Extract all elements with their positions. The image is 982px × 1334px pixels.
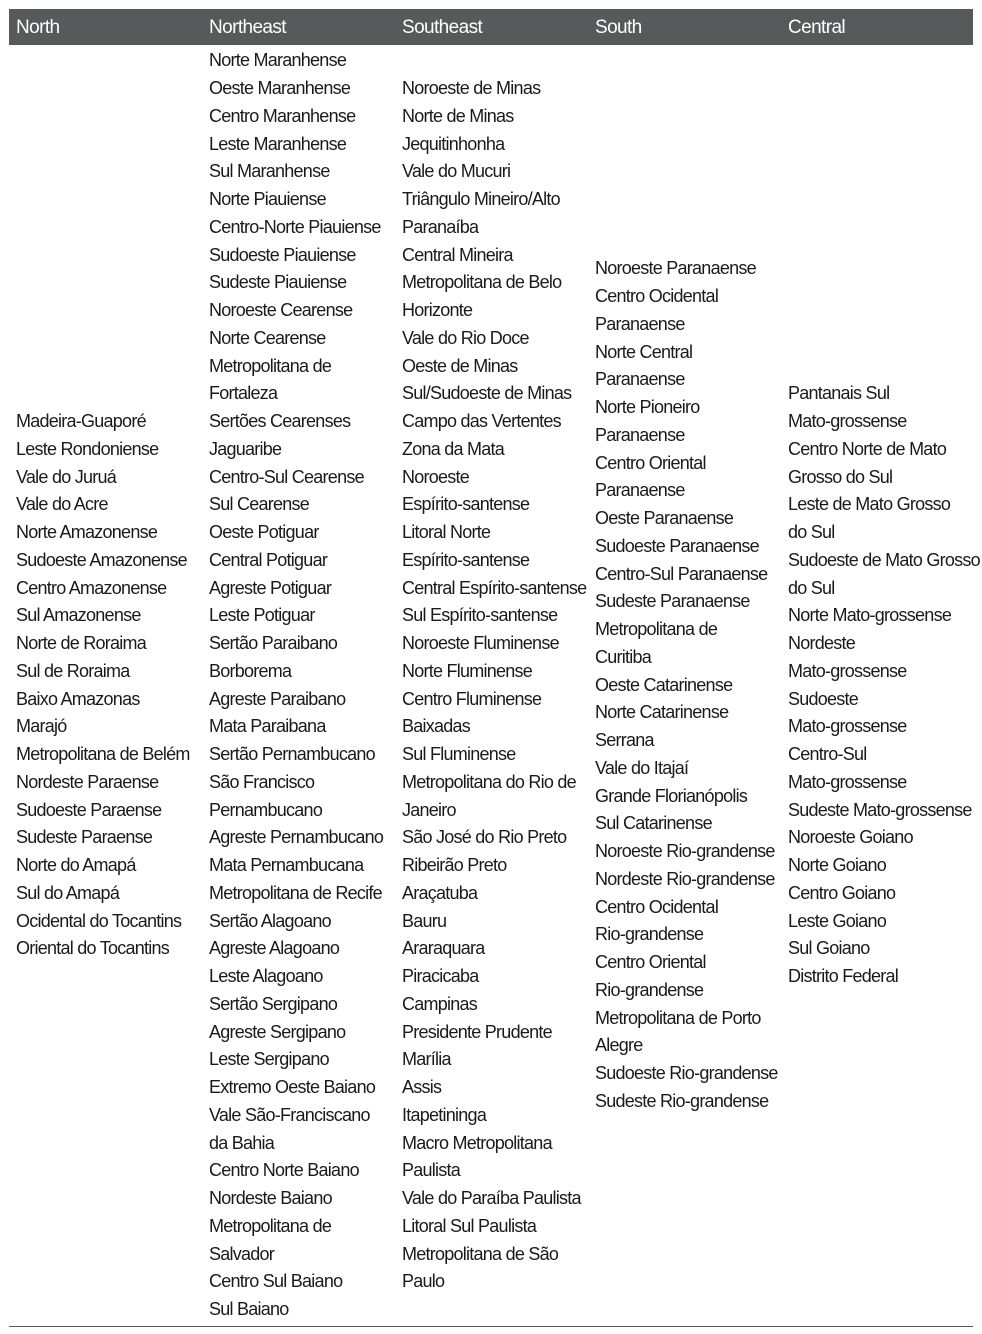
region-item: Jaguaribe: [209, 438, 282, 459]
region-item: Metropolitana do Rio de: [402, 771, 576, 792]
region-item: Mato-grossense: [788, 660, 907, 681]
region-item: Sudoeste Paranaense: [595, 535, 759, 556]
region-item: Baixadas: [402, 716, 471, 737]
region-item: Alegre: [595, 1035, 643, 1056]
region-item: Noroeste Cearense: [209, 300, 353, 320]
header-northeast: Northeast: [209, 17, 286, 38]
region-item: Leste Potiguar: [209, 605, 315, 626]
region-item: Norte Piauiense: [209, 189, 326, 209]
region-item: Sudoeste Amazonense: [16, 549, 187, 570]
region-item: Centro Norte Baiano: [209, 1160, 359, 1181]
region-item: Centro Oriental: [595, 452, 706, 473]
region-item: Extremo Oeste Baiano: [209, 1077, 376, 1097]
region-item: Sul Catarinense: [595, 813, 712, 834]
region-item: Centro Sul Baiano: [209, 1271, 343, 1292]
region-item: Paranaense: [595, 369, 685, 390]
region-item: Nordeste Paraense: [16, 771, 159, 792]
region-item: Vale do Juruá: [16, 466, 116, 487]
region-item: São Francisco: [209, 771, 315, 792]
region-item: Grande Florianópolis: [595, 785, 748, 806]
region-item: Sudoeste Piauiense: [209, 244, 356, 265]
region-item: Vale do Rio Doce: [402, 327, 529, 348]
region-item: Norte Catarinense: [595, 702, 729, 723]
header-north: North: [16, 17, 60, 38]
region-item: Noroeste: [402, 466, 470, 487]
region-item: Serrana: [595, 730, 654, 751]
region-item: Jequitinhonha: [402, 133, 505, 154]
region-item: Sertão Alagoano: [209, 910, 331, 931]
region-item: Piracicaba: [402, 966, 479, 986]
region-item: Pernambucano: [209, 799, 323, 820]
column-northeast: [209, 45, 395, 1326]
region-item: Norte do Amapá: [16, 855, 136, 875]
region-item: Centro-Norte Piauiense: [209, 216, 381, 237]
column-south: [595, 45, 781, 1326]
header-central: Central: [788, 17, 846, 38]
region-item: Centro Oriental: [595, 952, 706, 973]
region-item: Sudeste Paranaense: [595, 591, 750, 612]
region-item: Centro Fluminense: [402, 688, 542, 709]
region-item: Central Potiguar: [209, 549, 328, 570]
region-item: Sul Fluminense: [402, 744, 516, 764]
region-item: Sertões Cearenses: [209, 411, 351, 431]
region-item: Nordeste: [788, 633, 856, 653]
region-item: Litoral Sul Paulista: [402, 1215, 537, 1236]
region-item: Marília: [402, 1049, 451, 1070]
region-item: Central Mineira: [402, 244, 513, 265]
region-item: Leste Rondoniense: [16, 438, 159, 459]
region-item: Itapetininga: [402, 1104, 487, 1125]
region-item: Noroeste de Minas: [402, 78, 541, 98]
region-item: Vale São-Franciscano: [209, 1104, 370, 1125]
region-item: Noroeste Paranaense: [595, 258, 756, 279]
region-item: Sul Espírito-santense: [402, 605, 558, 626]
region-item: Sul Goiano: [788, 938, 870, 959]
region-item: da Bahia: [209, 1132, 275, 1153]
column-north: [16, 45, 202, 1326]
region-item: Sul do Amapá: [16, 882, 120, 903]
region-item: Norte Amazonense: [16, 522, 158, 542]
region-item: Norte Maranhense: [209, 50, 347, 71]
region-item: Oeste Potiguar: [209, 522, 319, 542]
region-item: Sudeste Piauiense: [209, 272, 347, 293]
region-item: Metropolitana de Belo: [402, 272, 562, 293]
region-item: Assis: [402, 1077, 442, 1097]
region-item: Agreste Sergipano: [209, 1021, 346, 1042]
region-item: Sul Baiano: [209, 1299, 289, 1319]
region-item: Araraquara: [402, 938, 485, 959]
region-item: Central Espírito-santense: [402, 577, 587, 598]
region-item: Metropolitana de: [595, 619, 718, 640]
region-item: do Sul: [788, 522, 835, 542]
region-item: Norte Cearense: [209, 327, 326, 348]
region-item: Noroeste Fluminense: [402, 633, 559, 653]
region-item: Metropolitana de São: [402, 1243, 559, 1264]
region-item: Agreste Alagoano: [209, 938, 340, 959]
region-item: Metropolitana de: [209, 355, 332, 376]
region-item: Centro Maranhense: [209, 105, 356, 126]
region-item: Norte Mato-grossense: [788, 605, 952, 626]
region-item: Paulo: [402, 1271, 445, 1292]
region-item: Vale do Paraíba Paulista: [402, 1188, 581, 1208]
region-item: Centro Goiano: [788, 882, 896, 903]
region-item: Leste Goiano: [788, 910, 887, 931]
region-item: Mato-grossense: [788, 716, 907, 737]
region-item: Araçatuba: [402, 882, 478, 903]
region-item: Campo das Vertentes: [402, 411, 561, 431]
region-item: Nordeste Rio-grandense: [595, 868, 775, 889]
region-item: Sudeste Rio-grandense: [595, 1090, 769, 1111]
region-item: Paranaense: [595, 480, 685, 501]
region-item: Curitiba: [595, 646, 652, 667]
region-item: Paranaense: [595, 313, 685, 334]
region-item: Metropolitana de Belém: [16, 744, 190, 764]
region-item: Centro Amazonense: [16, 577, 167, 598]
region-item: Campinas: [402, 993, 478, 1014]
region-item: Pantanais Sul: [788, 383, 890, 404]
region-item: Litoral Norte: [402, 522, 491, 542]
header-south: South: [595, 17, 642, 38]
region-item: Borborema: [209, 660, 292, 681]
region-item: Paulista: [402, 1160, 461, 1181]
region-item: Rio-grandense: [595, 924, 704, 945]
region-item: Ocidental do Tocantins: [16, 910, 182, 931]
region-item: São José do Rio Preto: [402, 827, 567, 848]
region-item: Sertão Pernambucano: [209, 744, 375, 764]
region-item: Sudeste Mato-grossense: [788, 799, 972, 820]
region-item: Agreste Pernambucano: [209, 827, 384, 848]
table-header: [9, 9, 973, 45]
region-item: Oeste Maranhense: [209, 78, 351, 98]
region-item: Rio-grandense: [595, 979, 704, 1000]
region-item: Leste Maranhense: [209, 133, 347, 154]
region-item: Sertão Sergipano: [209, 993, 338, 1014]
region-item: Centro-Sul Cearense: [209, 466, 364, 487]
regions-table: [9, 9, 980, 1327]
region-item: Oeste de Minas: [402, 355, 518, 376]
region-item: Presidente Prudente: [402, 1021, 552, 1042]
region-item: Marajó: [16, 716, 67, 737]
region-item: Sudoeste Paraense: [16, 799, 162, 820]
region-item: Janeiro: [402, 799, 456, 820]
region-item: Sul Cearense: [209, 494, 310, 515]
region-item: Norte Fluminense: [402, 660, 533, 681]
region-item: Noroeste Goiano: [788, 827, 913, 848]
region-item: Agreste Potiguar: [209, 577, 332, 598]
region-item: Paranaense: [595, 424, 685, 445]
header-southeast: Southeast: [402, 17, 483, 38]
region-item: Sertão Paraibano: [209, 633, 338, 653]
region-item: Madeira-Guaporé: [16, 411, 146, 431]
region-item: Distrito Federal: [788, 966, 899, 986]
region-item: Salvador: [209, 1243, 275, 1264]
region-item: Norte de Minas: [402, 105, 514, 126]
region-item: Metropolitana de Recife: [209, 882, 382, 903]
region-item: Sudoeste de Mato Grosso: [788, 549, 980, 570]
region-item: Noroeste Rio-grandense: [595, 841, 775, 862]
region-item: Centro-Sul Paranaense: [595, 563, 768, 584]
region-item: Oeste Paranaense: [595, 508, 734, 529]
column-southeast: [402, 45, 588, 1326]
region-item: Metropolitana de Porto: [595, 1007, 761, 1028]
region-item: Leste Sergipano: [209, 1049, 329, 1070]
region-item: Norte Pioneiro: [595, 397, 700, 418]
region-item: Vale do Itajaí: [595, 757, 689, 778]
region-item: Baixo Amazonas: [16, 688, 140, 709]
region-item: Zona da Mata: [402, 438, 505, 459]
region-item: Agreste Paraibano: [209, 688, 346, 709]
region-item: Centro-Sul: [788, 744, 867, 764]
region-item: Sul Maranhense: [209, 161, 330, 182]
region-item: Ribeirão Preto: [402, 855, 507, 875]
region-item: Norte Goiano: [788, 855, 887, 875]
region-item: Grosso do Sul: [788, 466, 893, 487]
region-item: Sul de Roraima: [16, 660, 130, 681]
region-item: Centro Ocidental: [595, 286, 719, 307]
region-item: Centro Ocidental: [595, 896, 719, 917]
region-item: Metropolitana de: [209, 1215, 332, 1236]
region-item: Mato-grossense: [788, 771, 907, 792]
region-item: Oriental do Tocantins: [16, 938, 170, 959]
region-item: Espírito-santense: [402, 494, 530, 515]
region-item: Mata Pernambucana: [209, 855, 364, 875]
region-item: Paranaíba: [402, 216, 479, 237]
region-item: Mata Paraibana: [209, 716, 326, 737]
region-item: Sul/Sudoeste de Minas: [402, 383, 572, 404]
bottom-rule: [9, 1326, 973, 1327]
table-body: [9, 45, 980, 1326]
region-item: Vale do Acre: [16, 494, 108, 515]
region-item: Macro Metropolitana: [402, 1132, 552, 1153]
column-central: [788, 45, 980, 1326]
region-item: Horizonte: [402, 300, 473, 320]
region-item: Norte de Roraima: [16, 633, 147, 653]
region-item: Nordeste Baiano: [209, 1188, 332, 1208]
region-item: Sudoeste: [788, 688, 859, 709]
region-item: Oeste Catarinense: [595, 674, 733, 695]
region-item: Triângulo Mineiro/Alto: [402, 189, 560, 209]
region-item: Centro Norte de Mato: [788, 438, 947, 459]
region-item: Norte Central: [595, 341, 693, 362]
region-item: Mato-grossense: [788, 411, 907, 431]
region-item: Sul Amazonense: [16, 605, 141, 626]
region-item: Espírito-santense: [402, 549, 530, 570]
region-item: Vale do Mucuri: [402, 161, 511, 182]
region-item: do Sul: [788, 577, 835, 598]
region-item: Leste Alagoano: [209, 966, 323, 986]
region-item: Bauru: [402, 910, 447, 931]
region-item: Fortaleza: [209, 383, 278, 404]
region-item: Sudoeste Rio-grandense: [595, 1063, 778, 1084]
region-item: Leste de Mato Grosso: [788, 494, 951, 515]
region-item: Sudeste Paraense: [16, 827, 153, 848]
